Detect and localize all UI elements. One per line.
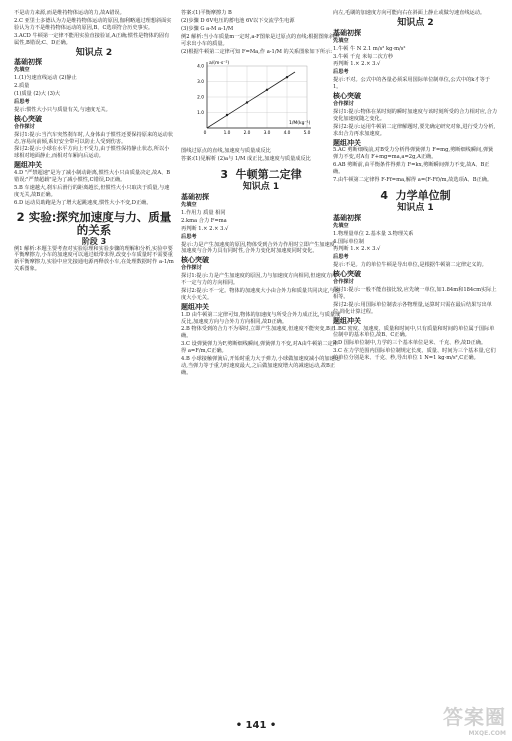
paragraph: 探讨1:提示:一般不能直接比较,应先统一单位,如1.84m和184cm实际上相等。 — [333, 287, 497, 300]
chapter-number: 3 — [220, 168, 228, 182]
paragraph: 5.AC 剪断细线前,对B受力分析得弹簧弹力 F=mg,剪断细线瞬间,弹簧弹力不变,对A有 F+mg=ma,a=2g,A正确。 — [333, 147, 494, 161]
paragraph: 2.B 物体受到的合力不为零时,立即产生加速度,但速度不能突变,B正确。 — [181, 326, 336, 340]
subheading-basic-exploration: 基础初探 — [14, 58, 42, 67]
paragraph: 6.AB 剪断前,由平衡条件得弹力 F=kx,剪断瞬间弹力不变,故A、B正确。 — [333, 162, 490, 176]
y-tick-label: 1.0 — [197, 111, 204, 117]
paragraph: (2)根据牛顿第二定律可知 F=Ma,作 a-1/M 的关系图象如下所示: — [181, 48, 332, 55]
paragraph: 探讨2:提示:运用牛顿第二定律解题时,要先确定研究对象,进行受力分析,求出合力再求加速度。 — [333, 123, 496, 137]
label-think: 后思考 — [14, 98, 30, 105]
y-tick-label: 3.0 — [197, 80, 204, 86]
chapter-title: 力学单位制 — [395, 188, 451, 202]
paragraph: 探讨2:提示:小球在水平方向上不受力,由于惯性保持静止状态,所以小球相对地面静止,而相对车厢向后运动。 — [14, 146, 170, 160]
answer-line: 4.国际单位制 — [333, 238, 364, 245]
y-tick-label: 4.0 — [197, 64, 204, 70]
subheading-problem-group: 题组冲关 — [333, 316, 361, 325]
paragraph: 6.D 运动员助跑是为了增大起跳速度,惯性大小不变,D正确。 — [14, 199, 152, 206]
watermark-text: 答案圈 — [443, 705, 506, 729]
answer-line: 1.物理量单位 2.基本量 3.物理关系 — [333, 230, 414, 237]
paragraph: 不是动力来源,而是维持物体运动的力,故A错误。 — [14, 10, 125, 16]
x-tick-label: 4.0 — [283, 131, 291, 137]
section-heading-knowledge-point-1: 知识点 1 — [397, 202, 434, 213]
answer-line: 2.质量 — [14, 83, 30, 90]
paragraph: 向左,毛刷的加速度方向可能向右在斜面上静止或做匀速直线运动。 — [333, 10, 486, 16]
paragraph: 提示:不是。力的单位牛顿是导出单位,是根据牛顿第二定律定义的。 — [333, 262, 487, 269]
watermark-logo — [443, 701, 506, 737]
stage-label: 阶段 3 — [81, 236, 107, 246]
y-tick-label: 2.0 — [197, 95, 204, 101]
paragraph: 探讨1:提示:力是产生加速度的原因,力与加速度方向相同,但速度方向不一定与力的方向相同。 — [181, 273, 337, 287]
chapter-heading-3 — [181, 168, 341, 181]
chapter-number: 2 — [16, 209, 25, 224]
column-right — [333, 10, 498, 363]
subheading-problem-group: 题组冲关 — [181, 302, 209, 311]
paragraph: 1.BC 密度、加速度、质量和时间中,只有质量和时间的单位属于国际单位制中的基本单位,故B、C正确。 — [333, 325, 495, 339]
answer-line: 再判断 1.× 2.× 3.√ — [181, 225, 229, 232]
x-tick-label: 2.0 — [243, 131, 251, 137]
section-heading-knowledge-point-2: 知识点 2 — [397, 17, 434, 28]
paragraph: 4.B 小球接触弹簧后,开始时重力大于弹力,小球做加速度减小的加速运动,当弹力等于重力时速度最大,之后做加速度增大的减速运动,故B正确。 — [181, 356, 340, 376]
watermark-url: MXQE.COM — [468, 730, 506, 737]
paragraph: 答案:(1)见解析 (2)a与 1/M 成正比,加速度与质量成反比 — [181, 156, 311, 163]
label-fill-blank: 先填空 — [181, 201, 197, 208]
paragraph: 2.D 国际单位制中,力学的三个基本单位是米、千克、秒,故D正确。 — [333, 340, 487, 347]
paragraph: 探讨2:提示:用国际单位制表示各物理量,运算时只需在最后结果写出单位,简化计算过程。 — [333, 301, 492, 315]
answer-line: 再判断 1.× 2.× 3.√ — [333, 61, 381, 68]
label-fill-blank: 先填空 — [333, 37, 349, 44]
answer-line: 3.牛顿 千克 米每二次方秒 — [333, 53, 394, 60]
label-cooperative-discussion: 合作探讨 — [14, 123, 35, 130]
paragraph: 提示:不对。公式中的各量必须采用国际单位制单位,公式中的k才等于1。 — [333, 77, 490, 91]
paragraph: 提示:惯性大小只与质量有关,与速度无关。 — [14, 106, 111, 113]
page-number: • 141 • — [235, 720, 277, 731]
section-heading-knowledge-point-2: 知识点 2 — [75, 47, 113, 58]
subheading-core-breakthrough: 核心突破 — [14, 114, 42, 123]
fit-line — [207, 72, 295, 128]
paragraph: 探讨1:提示:物体在某时刻的瞬时加速度与该时刻所受的合力相对应,合力变化加速度随之变化。 — [333, 108, 498, 122]
label-fill-blank: 先填空 — [333, 222, 349, 229]
subheading-problem-group: 题组冲关 — [333, 138, 361, 147]
paragraph: 答案:(1)平衡摩擦力 B — [181, 10, 232, 16]
answer-line: 1.作用力 质量 相同 — [181, 209, 226, 216]
label-think: 后思考 — [181, 233, 197, 240]
label-fill-blank: 先填空 — [14, 67, 30, 74]
subheading-basic-exploration: 基础初探 — [333, 28, 361, 37]
column-left — [14, 10, 174, 274]
chapter-number: 4 — [380, 188, 388, 202]
section-heading-knowledge-point-1: 知识点 1 — [242, 182, 280, 193]
paragraph: 7.由牛顿第二定律得 F-Ff=ma,解得 a=(F-Ff)/m,故选项A、B正确。 — [333, 177, 493, 184]
subheading-core-breakthrough: 核心突破 — [333, 270, 361, 279]
answer-line: (1)质量 (2)大 (3)大 — [14, 91, 61, 98]
chapter-title: 牛顿第二定律 — [235, 168, 302, 182]
label-cooperative-discussion: 合作探讨 — [181, 265, 202, 272]
answer-line: 再判断 1.× 2.× 3.√ — [333, 246, 381, 253]
x-tick-label: 5.0 — [303, 131, 311, 137]
y-axis-label: a/(m·s⁻²) — [209, 61, 230, 67]
subheading-problem-group: 题组冲关 — [14, 161, 42, 170]
paragraph: 例2 解析:当小车质量m一定时,a-F图象是过原点的直线;根据图象斜率可求出小车的质量。 — [181, 33, 340, 47]
paragraph: 5.B 车速越大,刹车后滑行的距离越长,但惯性大小只取决于质量,与速度无关,故B正确。 — [14, 184, 170, 198]
paragraph: (2)步骤 D 6V电压的蓄电池 6V以下交流学生电源 — [181, 17, 295, 24]
x-tick-label: 0 — [203, 131, 207, 137]
paragraph: 2.C 亚里士多德认为力是维持物体运动的原因,伽利略通过理想斜面实验认为力不是维持物体运动的原因,B、C选项符合历史事实。 — [14, 17, 172, 31]
label-cooperative-discussion: 合作探讨 — [333, 100, 354, 107]
answer-line: 1.(1)匀速直线运动 (2)静止 — [14, 75, 77, 82]
subheading-basic-exploration: 基础初探 — [181, 193, 209, 202]
x-axis-label: 1/M(kg⁻¹) — [289, 121, 311, 127]
paragraph: 探讨2:提示:不一定。物体的加速度大小由合外力和质量共同决定,与速度大小无关。 — [181, 287, 340, 301]
chapter-heading-2 — [14, 211, 174, 246]
x-tick-label: 1.0 — [223, 131, 231, 137]
paragraph: 图线过原点的直线,加速度与质量成反比 — [181, 148, 271, 155]
answer-line: 1.牛顿 牛 N 2.1 m/s² kg·m/s² — [333, 45, 406, 52]
column-middle — [181, 10, 341, 378]
label-think: 后思考 — [333, 254, 349, 261]
x-tick-label: 3.0 — [263, 131, 271, 137]
paragraph: 3.C 在力学范围内国际单位制规定长度、质量、时间为三个基本量,它们的单位分别是米、千克、秒,导出单位 1 N=1 kg·m/s²,C正确。 — [333, 348, 496, 362]
answer-line: 2.kma 合力 F=ma — [181, 217, 227, 224]
paragraph: 3.C 设弹簧弹力为F,剪断细线瞬间,弹簧弹力不变,对A由牛顿第二定律得 a=F/m,C正确。 — [181, 341, 338, 355]
chapter-title: 实验:探究加速度与力、质量的关系 — [28, 209, 172, 237]
paragraph: 4.D "严禁超速"是为了减小制动距离,惯性大小只由质量决定,故A、B错误;"严禁超载"是为了减小惯性,C错误,D正确。 — [14, 170, 171, 184]
paragraph: 例1 解析:本题主要考查对实验原理和实验步骤的理解和分析,实验中要平衡摩擦力,小车的加速度可以通过纸带求得,改变小车质量时不需要重新平衡摩擦力,实验中应先接通电源再释放小车,在处理数据时作 a-1/m 关系图象。 — [14, 245, 174, 273]
chapter-heading-4 — [333, 189, 498, 202]
label-cooperative-discussion: 合作探讨 — [333, 279, 354, 286]
subheading-basic-exploration: 基础初探 — [333, 213, 361, 222]
paragraph: 探讨1:提示:当汽车突然刹车时,人身体由于惯性还要保持原来的运动状态,容易向前倾,系好安全带可以防止人受到伤害。 — [14, 131, 173, 145]
a-vs-inverse-mass-graph — [189, 58, 324, 143]
paragraph: (3)步骤 G a-M a-1/M — [181, 25, 234, 32]
subheading-core-breakthrough: 核心突破 — [181, 256, 209, 265]
paragraph: 1.D 由牛顿第二定律可知,物体的加速度与所受合外力成正比,与质量成反比,加速度方向与合外力方向相同,故D正确。 — [181, 311, 341, 325]
subheading-core-breakthrough: 核心突破 — [333, 92, 361, 101]
paragraph: 提示:力是产生加速度的原因,物体受到合外力作用时立即产生加速度,加速度与合外力具有同时性,合外力变化时加速度同时变化。 — [181, 241, 337, 255]
label-think: 后思考 — [333, 69, 349, 76]
paragraph: 3.ACD 牛顿第一定律不能用实验直接验证,A正确;惯性是物体的固有属性,B错误;C、D正确。 — [14, 32, 170, 46]
